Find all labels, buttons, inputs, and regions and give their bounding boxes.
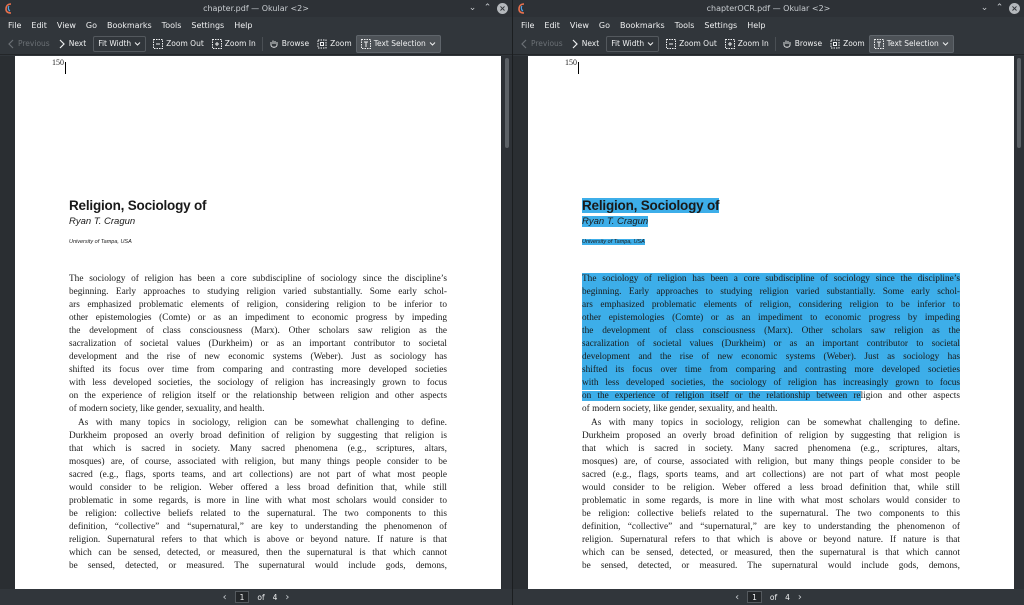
browse-tool-button[interactable] — [265, 35, 313, 53]
text-line-content: other epistemologies (Comte) or as an impediment to economic progress by impeding — [69, 313, 447, 324]
prev-page-icon[interactable]: ‹ — [222, 591, 227, 603]
menu-file[interactable]: File — [521, 20, 535, 30]
text-line: Durkheim proposed an overly broad definition of religion by suggesting that religion is — [69, 430, 447, 441]
document-title: Religion, Sociology of — [69, 198, 207, 213]
text-line-content: development and the rise of new economic systems (Weber). Just as sociology has — [69, 352, 447, 363]
text-line: mosques) are, of course, associated with religion, but many things people consider to be — [69, 456, 447, 467]
paragraph-1 — [582, 273, 960, 417]
text-line: definition, “collective” and “supernatural,” are key to understanding the phenomenon of — [582, 521, 960, 532]
text-line: Durkheim proposed an overly broad definition of religion by suggesting that religion is — [582, 430, 960, 441]
chevron-left-icon — [7, 39, 15, 49]
text-line — [582, 273, 960, 286]
text-line — [69, 312, 447, 325]
vertical-scrollbar[interactable] — [1014, 56, 1024, 589]
menu-bar — [0, 17, 512, 33]
text-line — [69, 325, 447, 338]
text-line: problematic in some regards, is more in line with what most scholars would consider to — [69, 495, 447, 506]
chevron-right-icon — [58, 39, 66, 49]
zoom-out-icon — [666, 39, 676, 49]
text-line-content: the development of class consciousness (Marx). Other scholars saw religion as the — [582, 326, 960, 337]
text-line: be religion: collective beliefs related to the supernatural. The two components to this — [69, 508, 447, 519]
text-line: of modern society, like gender, sexuality, and health. — [69, 404, 265, 415]
menu-tools[interactable]: Tools — [161, 20, 182, 30]
hand-icon — [269, 39, 279, 49]
text-line-content: other epistemologies (Comte) or as an impediment to economic progress by impeding — [582, 313, 960, 324]
text-line-content: ars emphasized problematic elements of religion, considering religion to be inferior to — [69, 300, 447, 311]
page-of-label: of — [257, 592, 265, 602]
scrollbar-thumb[interactable] — [1017, 58, 1021, 148]
text-line — [582, 338, 960, 351]
next-label: Next — [68, 39, 87, 48]
menu-help[interactable]: Help — [747, 20, 766, 30]
text-line: that which is sacred in society. Many sacred phenomena (e.g., scriptures, altars, — [582, 443, 960, 454]
menu-bookmarks[interactable]: Bookmarks — [619, 20, 665, 30]
text-cursor — [578, 62, 579, 74]
text-line: religion. Supernatural refers to that which is above or beyond nature. If nature is that — [582, 534, 960, 545]
text-line: religion. Supernatural refers to that which is above or beyond nature. If nature is that — [69, 534, 447, 545]
zoom-mode-value: Fit Width — [98, 39, 132, 48]
document-author: Ryan T. Cragun — [69, 216, 136, 227]
text-line: which can be sensed, detected, or measured, then the supernatural is that which cannot — [69, 547, 447, 558]
text-line-content: beginning. Early approaches to studying religion varied substantially. Some early schol- — [582, 287, 960, 298]
paragraph-2 — [582, 417, 960, 574]
text-line — [582, 325, 960, 338]
maximize-icon[interactable]: ⌃ — [995, 3, 1004, 13]
text-line-content: The sociology of religion has been a core subdiscipline of sociology since the discipline’s — [69, 274, 447, 284]
text-line-rest: ligion and other aspects — [347, 391, 447, 402]
text-line: that which is sacred in society. Many sacred phenomena (e.g., scriptures, altars, — [69, 443, 447, 454]
text-line-selected-part: on the experience of religion itself or the relationship between re — [582, 391, 861, 402]
zoom-in-label: Zoom In — [737, 39, 769, 48]
toolbar-separator — [775, 37, 776, 51]
zoom-out-label: Zoom Out — [166, 39, 204, 48]
menu-edit[interactable]: Edit — [31, 20, 47, 30]
zoom-mode-select[interactable] — [93, 36, 146, 52]
paragraph-1 — [69, 273, 447, 417]
document-content — [69, 197, 447, 573]
text-line-content: with less developed societies, the sociology of religion has increasingly grown to focus — [582, 378, 960, 389]
minimize-icon[interactable]: ⌄ — [468, 3, 477, 13]
page-navigation-bar — [0, 589, 512, 605]
text-selection-icon — [361, 39, 371, 49]
text-line-content: sacralization of societal values (Durkheim) or as an important contributor to societal — [69, 339, 447, 350]
document-body — [69, 273, 447, 573]
document-title: Religion, Sociology of — [582, 198, 720, 213]
menu-help[interactable]: Help — [234, 20, 253, 30]
pdf-page[interactable] — [528, 56, 1014, 589]
menu-file[interactable]: File — [8, 20, 22, 30]
menu-settings[interactable]: Settings — [704, 20, 738, 30]
text-line: be sensed, detected, or measured. The supernatural would include gods, demons, — [69, 561, 447, 572]
text-line — [69, 273, 447, 286]
next-label: Next — [581, 39, 600, 48]
text-line — [582, 299, 960, 312]
text-line-rest: ligion and other aspects — [860, 391, 960, 402]
text-line-content: shifted its focus over time from comparing and contrasting more developed societies — [69, 365, 447, 376]
menu-bookmarks[interactable]: Bookmarks — [106, 20, 152, 30]
text-line-content: ars emphasized problematic elements of religion, considering religion to be inferior to — [582, 300, 960, 311]
text-line: definition, “collective” and “supernatural,” are key to understanding the phenomenon of — [69, 521, 447, 532]
scrollbar-thumb[interactable] — [505, 58, 509, 148]
close-icon[interactable]: × — [497, 3, 508, 14]
text-line — [69, 377, 447, 390]
title-bar — [513, 0, 1024, 17]
page-number-input[interactable]: 1 — [747, 591, 762, 603]
vertical-scrollbar[interactable] — [502, 56, 512, 589]
zoom-out-label: Zoom Out — [679, 39, 717, 48]
zoom-out-icon — [153, 39, 163, 49]
text-line: sacred (e.g., flags, sports teams, and art collections) are not part of what most people — [582, 469, 960, 480]
text-line: would consider to be religion. Weber offered a less broad definition that, while still — [69, 482, 447, 493]
prev-page-icon[interactable]: ‹ — [735, 591, 740, 603]
text-line — [69, 338, 447, 351]
document-body — [582, 273, 960, 573]
text-line — [582, 390, 960, 403]
document-viewport[interactable] — [513, 56, 1024, 589]
zoom-mode-value: Fit Width — [611, 39, 645, 48]
hand-icon — [782, 39, 792, 49]
text-selection-label: Text Selection — [886, 39, 939, 48]
page-of-label: of — [769, 592, 778, 602]
page-number-input[interactable]: 1 — [235, 591, 250, 603]
zoom-out-button[interactable] — [662, 35, 721, 53]
text-line: be religion: collective beliefs related to the supernatural. The two components to this — [582, 508, 960, 519]
page-number-label: 150 — [52, 58, 64, 67]
title-bar — [0, 0, 512, 17]
zoom-mode-select[interactable] — [606, 36, 659, 52]
document-affiliation: University of Tampa, USA — [69, 239, 132, 245]
toolbar — [513, 33, 1024, 55]
text-line — [582, 351, 960, 364]
zoom-tool-label: Zoom — [843, 39, 865, 48]
zoom-tool-icon — [830, 39, 840, 49]
chevron-left-icon — [520, 39, 528, 49]
text-line — [582, 364, 960, 377]
text-line-content: The sociology of religion has been a core subdiscipline of sociology since the discipline’s — [582, 274, 960, 284]
browse-label: Browse — [281, 39, 310, 48]
text-line — [69, 299, 447, 312]
menu-tools[interactable]: Tools — [674, 20, 695, 30]
toolbar — [0, 33, 512, 55]
zoom-tool-button[interactable] — [313, 35, 356, 53]
text-line — [69, 351, 447, 364]
next-page-icon[interactable]: › — [797, 591, 802, 603]
menu-settings[interactable]: Settings — [191, 20, 225, 30]
minimize-icon[interactable]: ⌄ — [980, 3, 989, 13]
chevron-down-icon — [429, 41, 436, 47]
document-viewport[interactable] — [0, 56, 512, 589]
toolbar-separator — [262, 37, 263, 51]
zoom-tool-icon — [317, 39, 327, 49]
text-line-content: the development of class consciousness (Marx). Other scholars saw religion as the — [69, 326, 447, 337]
previous-button[interactable] — [3, 35, 54, 53]
pdf-page[interactable] — [15, 56, 501, 589]
document-affiliation: University of Tampa, USA — [582, 239, 645, 245]
zoom-in-icon — [725, 39, 735, 49]
browse-tool-button[interactable] — [778, 35, 826, 53]
text-line: sacred (e.g., flags, sports teams, and art collections) are not part of what most people — [69, 469, 447, 480]
previous-label: Previous — [531, 39, 563, 48]
menu-view[interactable]: View — [569, 20, 589, 30]
text-selection-tool-button[interactable] — [869, 35, 954, 53]
text-line: which can be sensed, detected, or measured, then the supernatural is that which cannot — [582, 547, 960, 558]
text-line — [69, 390, 447, 403]
next-page-icon[interactable]: › — [285, 591, 290, 603]
chevron-down-icon — [134, 41, 141, 47]
text-selection-tool-button[interactable] — [356, 35, 441, 53]
text-line-content: development and the rise of new economic systems (Weber). Just as sociology has — [582, 352, 960, 363]
menu-view[interactable]: View — [56, 20, 76, 30]
text-cursor — [65, 62, 66, 74]
text-line: would consider to be religion. Weber offered a less broad definition that, while still — [582, 482, 960, 493]
menu-go[interactable]: Go — [598, 20, 610, 30]
window-title: chapterOCR.pdf — Okular <2> — [706, 4, 831, 13]
text-line: of modern society, like gender, sexuality, and health. — [582, 404, 778, 415]
text-line-content: shifted its focus over time from comparing and contrasting more developed societies — [582, 365, 960, 376]
chevron-down-icon — [942, 41, 949, 47]
page-number-label: 150 — [565, 58, 577, 67]
next-button[interactable] — [567, 35, 603, 53]
previous-button[interactable] — [516, 35, 567, 53]
text-line — [582, 286, 960, 299]
text-selection-icon — [874, 39, 884, 49]
browse-label: Browse — [794, 39, 823, 48]
text-line-content: beginning. Early approaches to studying religion varied substantially. Some early schol- — [69, 287, 447, 298]
text-line — [69, 364, 447, 377]
page-total-label: 4 — [272, 592, 278, 602]
text-selection-label: Text Selection — [373, 39, 426, 48]
menu-go[interactable]: Go — [85, 20, 97, 30]
previous-label: Previous — [18, 39, 50, 48]
menu-edit[interactable]: Edit — [544, 20, 560, 30]
menu-bar — [513, 17, 1024, 33]
maximize-icon[interactable]: ⌃ — [483, 3, 492, 13]
text-line: be sensed, detected, or measured. The supernatural would include gods, demons, — [582, 561, 960, 572]
zoom-in-button[interactable] — [208, 35, 260, 53]
zoom-tool-button[interactable] — [826, 35, 869, 53]
window-title: chapter.pdf — Okular <2> — [203, 4, 309, 13]
page-total-label: 4 — [785, 592, 790, 602]
paragraph-2 — [69, 417, 447, 574]
chevron-right-icon — [571, 39, 579, 49]
okular-window-right — [512, 0, 1024, 605]
text-line-content: with less developed societies, the sociology of religion has increasingly grown to focus — [69, 378, 447, 389]
document-author: Ryan T. Cragun — [582, 216, 649, 227]
zoom-out-button[interactable] — [149, 35, 208, 53]
text-line — [582, 312, 960, 325]
close-icon[interactable]: × — [1009, 3, 1020, 14]
text-line-content: sacralization of societal values (Durkheim) or as an important contributor to societal — [582, 339, 960, 350]
text-line: problematic in some regards, is more in line with what most scholars would consider to — [582, 495, 960, 506]
text-line — [69, 286, 447, 299]
text-line: As with many topics in sociology, religion can be somewhat challenging to define. — [78, 417, 447, 428]
zoom-tool-label: Zoom — [330, 39, 352, 48]
next-button[interactable] — [54, 35, 90, 53]
document-content — [582, 197, 960, 573]
text-line: mosques) are, of course, associated with religion, but many things people consider to be — [582, 456, 960, 467]
zoom-in-icon — [212, 39, 222, 49]
chevron-down-icon — [647, 41, 654, 47]
zoom-in-button[interactable] — [721, 35, 773, 53]
page-navigation-bar — [513, 589, 1024, 605]
text-line-selected-part: on the experience of religion itself or the relationship between re — [69, 391, 348, 402]
text-line — [582, 377, 960, 390]
text-line: As with many topics in sociology, religion can be somewhat challenging to define. — [591, 417, 960, 428]
zoom-in-label: Zoom In — [224, 39, 256, 48]
